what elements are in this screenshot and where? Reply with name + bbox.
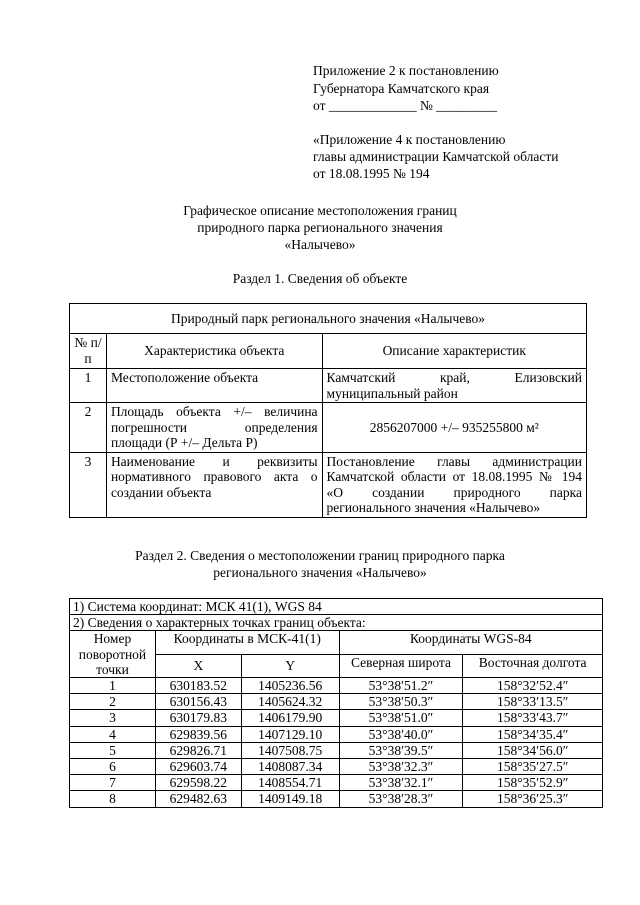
point-number: 2 [70,694,156,710]
row-description: Камчатский край, Елизовский муниципальный район [322,369,586,403]
point-number: 1 [70,678,156,694]
table-row [70,791,603,807]
table-row [70,726,603,742]
point-y: 1408087.34 [241,759,339,775]
point-x: 629482.63 [155,791,241,807]
header-line-3: от _____________ № _________ [313,98,497,113]
table-row [70,759,603,775]
col-point-header: Номер поворотной точки [70,631,156,678]
header-line-4: «Приложение 4 к постановлению [313,132,506,147]
point-latitude: 53°38′32.1″ [339,775,463,791]
object-info-table [69,303,587,518]
col-num-header: № п/п [70,334,107,369]
table-row [70,742,603,758]
row-number: 2 [70,403,107,453]
row-characteristic: Наименование и реквизиты нормативного правового акта о создании объекта [106,452,322,517]
point-longitude: 158°33′43.7″ [463,710,603,726]
point-number: 6 [70,759,156,775]
table-row [70,403,587,453]
coordinate-system-row: 1) Система координат: МСК 41(1), WGS 84 [70,599,603,615]
point-number: 7 [70,775,156,791]
header-line-5: главы администрации Камчатской области [313,149,559,164]
col-lon-header: Восточная долгота [463,654,603,677]
row-description: Постановление главы администрации Камчатской области от 18.08.1995 № 194 «О создании природного парка регионального значения «Налычево» [322,452,586,517]
table-row [70,369,587,403]
point-y: 1407129.10 [241,726,339,742]
col-y-header: Y [241,654,339,677]
point-x: 629839.56 [155,726,241,742]
table-row [70,678,603,694]
point-longitude: 158°36′25.3″ [463,791,603,807]
section1-heading: Раздел 1. Сведения об объекте [232,271,408,286]
header-line-6: от 18.08.1995 № 194 [313,166,430,181]
col-x-header: X [155,654,241,677]
point-latitude: 53°38′32.3″ [339,759,463,775]
point-number: 3 [70,710,156,726]
header-line-1: Приложение 2 к постановлению [313,63,499,78]
point-x: 630156.43 [155,694,241,710]
col-msk-header: Координаты в МСК-41(1) [155,631,339,654]
point-number: 4 [70,726,156,742]
point-y: 1405236.56 [241,678,339,694]
section2-heading-line-2: регионального значения «Налычево» [213,565,427,580]
col-char-header: Характеристика объекта [106,334,322,369]
row-number: 3 [70,452,107,517]
row-description: 2856207000 +/– 935255800 м² [322,403,586,453]
point-latitude: 53°38′50.3″ [339,694,463,710]
point-latitude: 53°38′51.2″ [339,678,463,694]
col-desc-header: Описание характеристик [322,334,586,369]
point-y: 1409149.18 [241,791,339,807]
point-longitude: 158°35′27.5″ [463,759,603,775]
object-table-title: Природный парк регионального значения «Налычево» [70,304,587,334]
point-y: 1405624.32 [241,694,339,710]
point-longitude: 158°33′13.5″ [463,694,603,710]
point-latitude: 53°38′28.3″ [339,791,463,807]
row-characteristic: Местоположение объекта [106,369,322,403]
point-latitude: 53°38′40.0″ [339,726,463,742]
table-row [70,452,587,517]
point-x: 630179.83 [155,710,241,726]
point-longitude: 158°35′52.9″ [463,775,603,791]
row-characteristic: Площадь объекта +/– величина погрешности определения площади (Р +/– Дельта Р) [106,403,322,453]
coordinates-table [69,598,603,808]
point-x: 629603.74 [155,759,241,775]
point-latitude: 53°38′51.0″ [339,710,463,726]
point-latitude: 53°38′39.5″ [339,742,463,758]
col-lat-header: Северная широта [339,654,463,677]
point-x: 630183.52 [155,678,241,694]
table-row [70,710,603,726]
title-line-1: Графическое описание местоположения границ [183,203,457,218]
header-line-2: Губернатора Камчатского края [313,81,490,96]
title-line-2: природного парка регионального значения [197,220,443,235]
point-y: 1408554.71 [241,775,339,791]
point-number: 5 [70,742,156,758]
point-y: 1407508.75 [241,742,339,758]
point-x: 629598.22 [155,775,241,791]
col-wgs-header: Координаты WGS-84 [339,631,602,654]
point-longitude: 158°34′56.0″ [463,742,603,758]
row-number: 1 [70,369,107,403]
point-x: 629826.71 [155,742,241,758]
point-y: 1406179.90 [241,710,339,726]
point-longitude: 158°34′35.4″ [463,726,603,742]
point-number: 8 [70,791,156,807]
points-body [70,678,603,808]
table-row [70,775,603,791]
section2-heading-line-1: Раздел 2. Сведения о местоположении границ природного парка [135,548,505,563]
title-line-3: «Налычево» [284,237,356,252]
points-info-row: 2) Сведения о характерных точках границ объекта: [70,615,603,631]
point-longitude: 158°32′52.4″ [463,678,603,694]
table-row [70,694,603,710]
